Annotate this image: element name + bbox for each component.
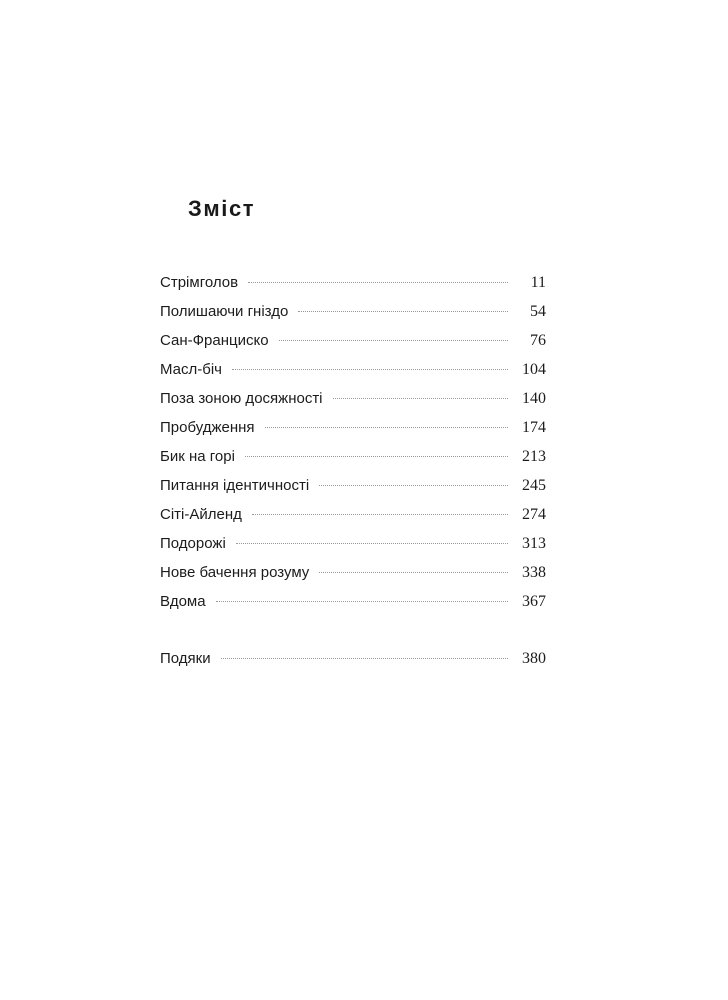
dot-leader <box>265 427 508 428</box>
dot-leader <box>298 311 508 312</box>
section-spacer <box>160 622 546 650</box>
toc-entry-title: Подяки <box>160 650 211 667</box>
dot-leader <box>319 572 508 573</box>
toc-entry-title: Сіті-Айленд <box>160 506 242 523</box>
toc-entry-acknowledgements <box>160 650 546 679</box>
dot-leader <box>248 282 508 283</box>
toc-entry-page-number: 213 <box>522 448 546 465</box>
toc-entry <box>160 593 546 622</box>
dot-leader <box>333 398 508 399</box>
toc-entry-title: Сан-Франциско <box>160 332 269 349</box>
toc-entry-page-number: 54 <box>530 303 546 320</box>
toc-entry <box>160 477 546 506</box>
page-title: Зміст <box>188 196 256 221</box>
dot-leader <box>245 456 508 457</box>
toc-entry-page-number: 245 <box>522 477 546 494</box>
toc-entry-page-number: 338 <box>522 564 546 581</box>
toc-entry-page-number: 11 <box>530 274 546 291</box>
toc-entry-page-number: 140 <box>522 390 546 407</box>
toc-entry-title: Нове бачення розуму <box>160 564 310 581</box>
toc-entry <box>160 303 546 332</box>
dot-leader <box>216 601 508 602</box>
table-of-contents <box>160 274 546 679</box>
dot-leader <box>221 658 508 659</box>
toc-entry <box>160 506 546 535</box>
toc-entry-page-number: 313 <box>522 535 546 552</box>
toc-entry <box>160 535 546 564</box>
toc-entry-page-number: 367 <box>522 593 546 610</box>
toc-entry-title: Стрімголов <box>160 274 239 291</box>
toc-entry-title: Полишаючи гніздо <box>160 303 289 320</box>
toc-entry <box>160 274 546 303</box>
toc-entry-title: Масл-біч <box>160 361 222 378</box>
toc-entry-title: Пробудження <box>160 419 255 436</box>
dot-leader <box>319 485 508 486</box>
toc-entry <box>160 332 546 361</box>
toc-entry-page-number: 380 <box>522 650 546 667</box>
toc-entry <box>160 390 546 419</box>
toc-entry-title: Поза зоною досяжності <box>160 390 323 407</box>
toc-entry <box>160 448 546 477</box>
toc-entry-page-number: 274 <box>522 506 546 523</box>
toc-entry-title: Подорожі <box>160 535 226 552</box>
toc-entry-page-number: 76 <box>530 332 546 349</box>
toc-entry-title: Питання ідентичності <box>160 477 310 494</box>
toc-entry <box>160 419 546 448</box>
dot-leader <box>252 514 508 515</box>
toc-entry-title: Вдома <box>160 593 206 610</box>
toc-entry-title: Бик на горі <box>160 448 235 465</box>
dot-leader <box>232 369 508 370</box>
toc-entry <box>160 564 546 593</box>
toc-entry-page-number: 104 <box>522 361 546 378</box>
toc-entry <box>160 361 546 390</box>
toc-entry-page-number: 174 <box>522 419 546 436</box>
dot-leader <box>279 340 508 341</box>
dot-leader <box>236 543 508 544</box>
